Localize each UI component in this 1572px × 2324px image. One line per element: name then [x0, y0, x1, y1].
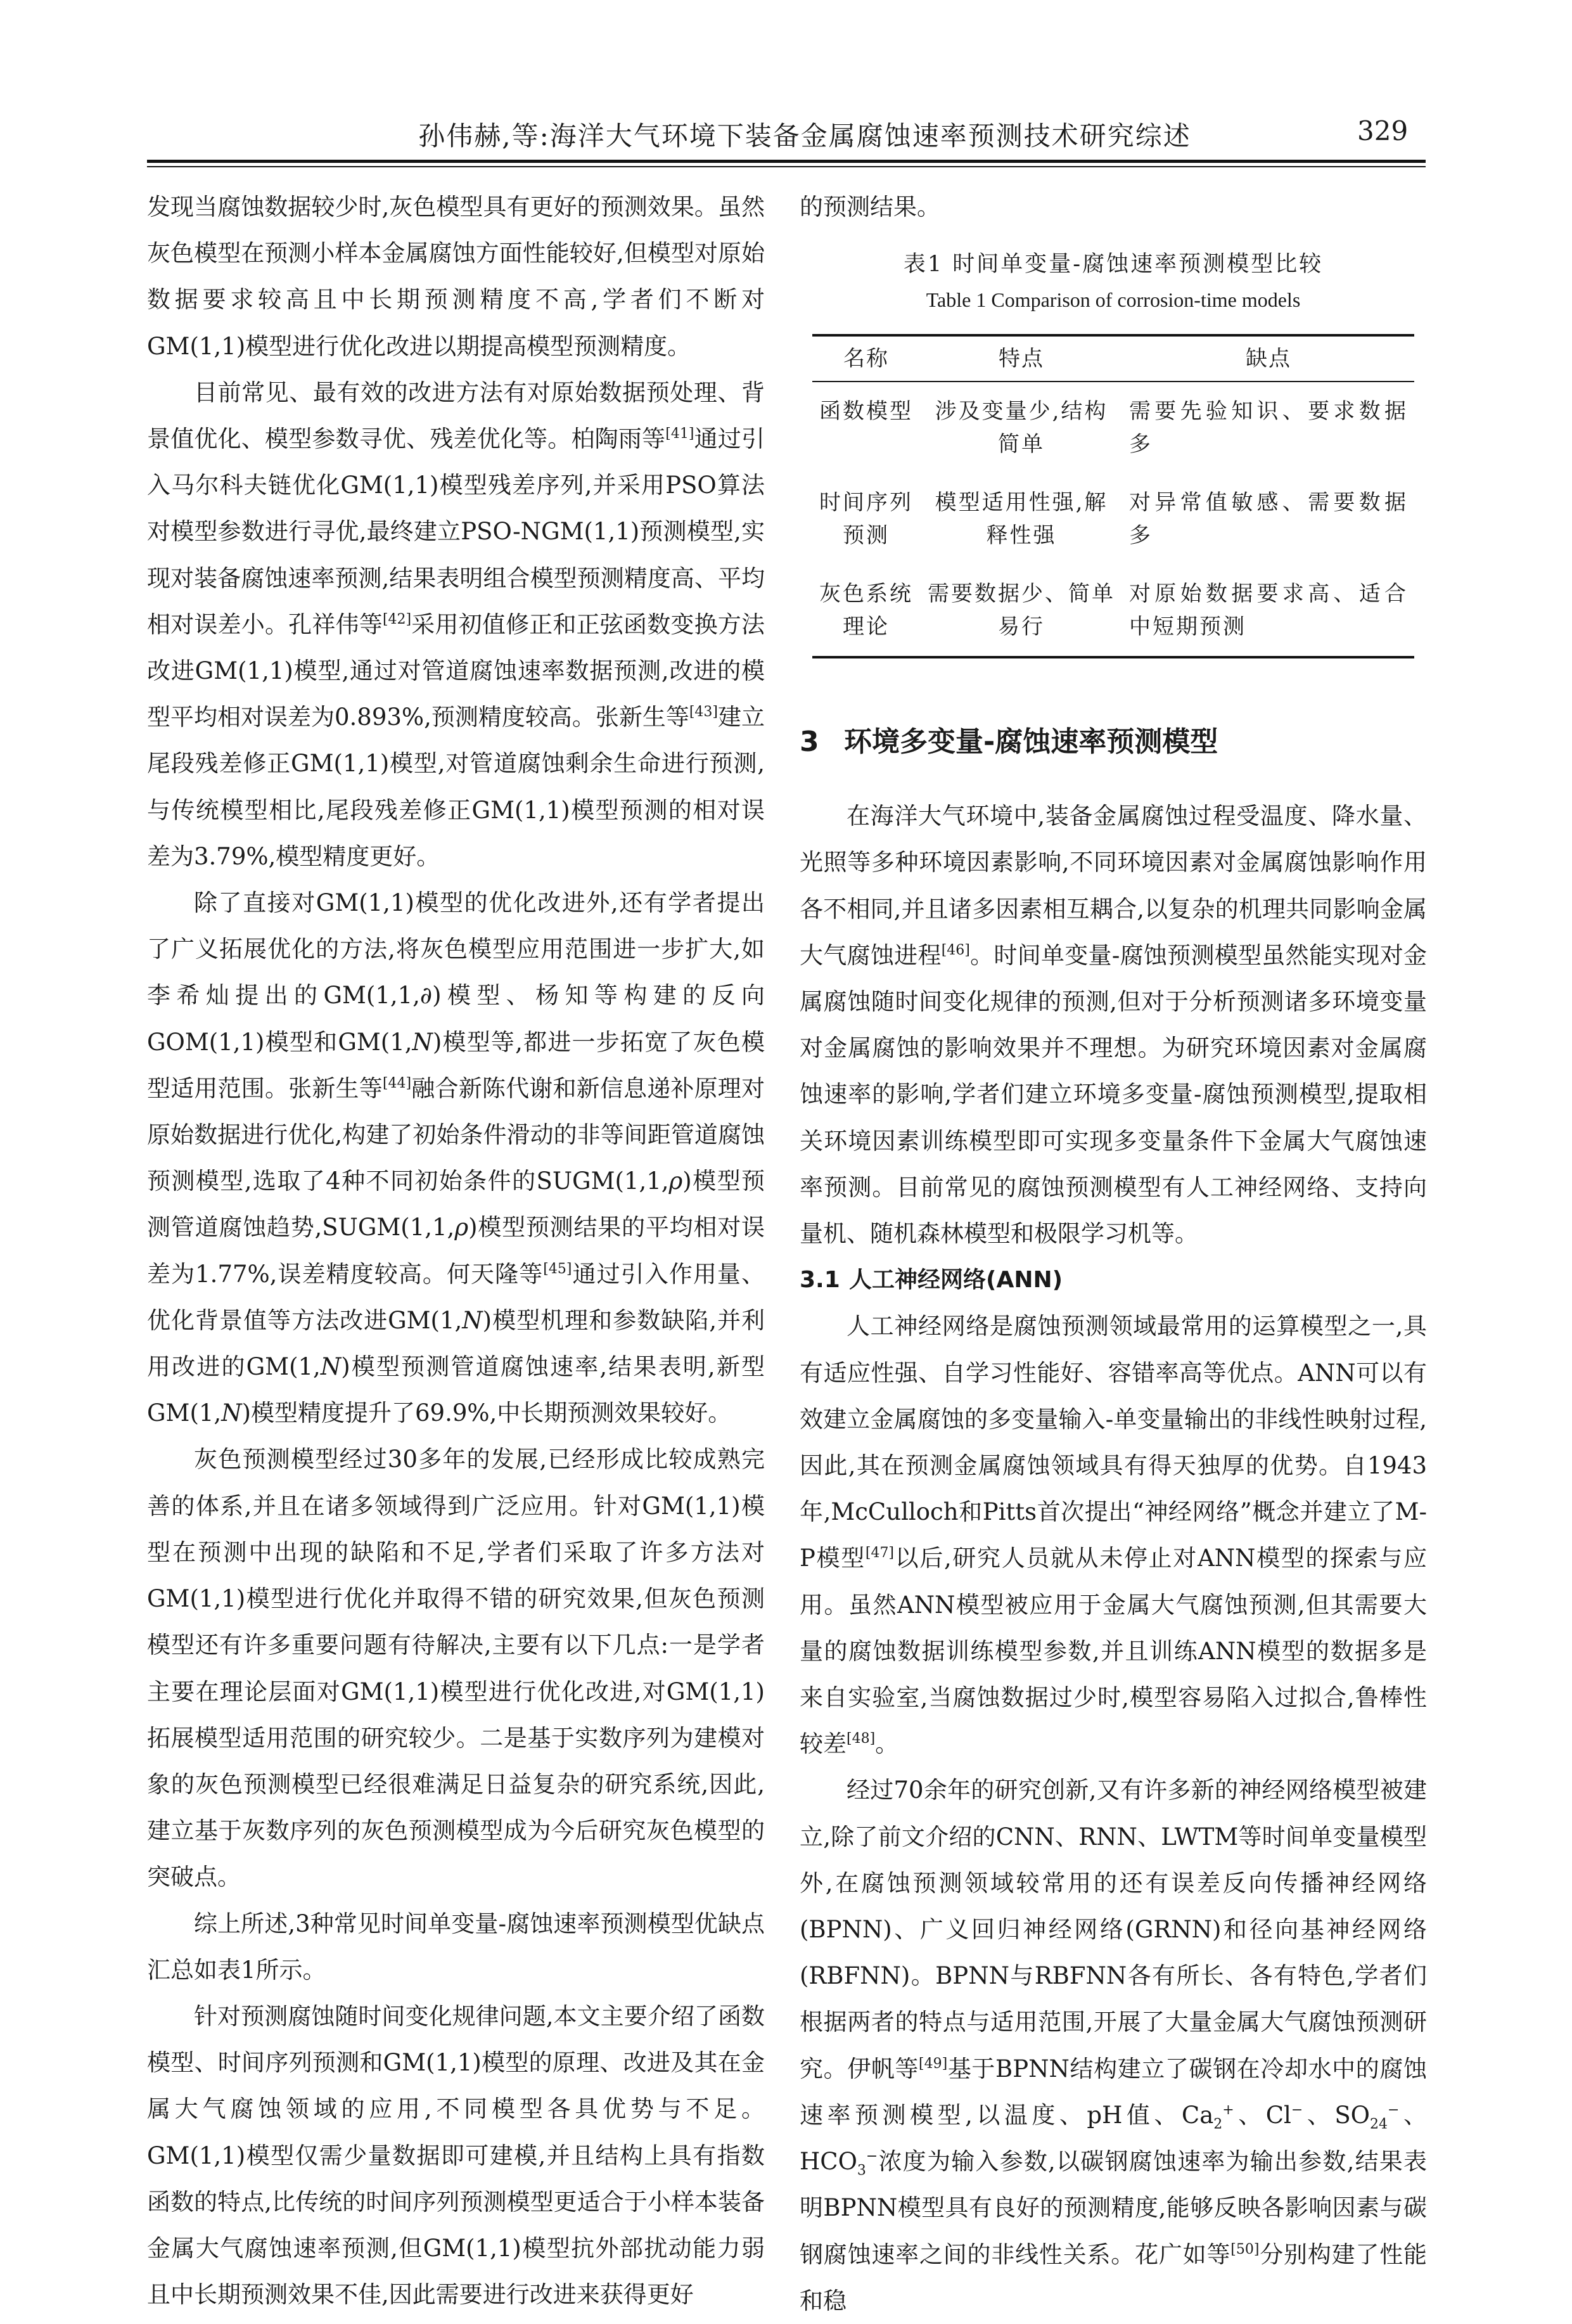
table-cell: 对原始数据要求高、适合中短期预测: [1123, 565, 1414, 657]
header-rule-thin: [147, 166, 1426, 167]
table-cell: 函数模型: [819, 399, 913, 425]
page-number: 329: [1357, 115, 1409, 146]
citation: [44]: [382, 1075, 412, 1091]
table-cell: 模型适用性强,解释性强: [935, 490, 1108, 549]
paragraph: 除了直接对GM(1,1)模型的优化改进外,还有学者提出了广义拓展优化的方法,将灰色模型应用范围进一步扩大,如李希灿提出的GM(1,1,∂)模型、杨知等构建的反向GOM(1,1)模型和GM(1,N)模型等,都进一步拓宽了灰色模型适用范围。张新生等[44]融合新陈代谢和新信息递补原理对原始数据进行优化,构建了初始条件滑动的非等间距管道腐蚀预测模型,选取了4种不同初始条件的SUGM(1,1,ρ)模型预测管道腐蚀趋势,SUGM(1,1,ρ)模型预测结果的平均相对误差为1.77%,误差精度较高。何天隆等[45]通过引入作用量、优化背景值等方法改进GM(1,N)模型机理和参数缺陷,并利用改进的GM(1,N)模型预测管道腐蚀速率,结果表明,新型GM(1,N)模型精度提升了69.9%,中长期预测效果较好。: [147, 889, 765, 1427]
comparison-table: [812, 334, 1414, 658]
paragraph: 综上所述,3种常见时间单变量-腐蚀速率预测模型优缺点汇总如表1所示。: [147, 1910, 765, 1984]
citation: [45]: [543, 1261, 572, 1277]
paragraph: 在海洋大气环境中,装备金属腐蚀过程受温度、降水量、光照等多种环境因素影响,不同环境因素对金属腐蚀影响作用各不相同,并且诸多因素相互耦合,以复杂的机理共同影响金属大气腐蚀进程[46]。时间单变量-腐蚀预测模型虽然能实现对金属腐蚀随时间变化规律的预测,但对于分析预测诸多环境变量对金属腐蚀的影响效果并不理想。为研究环境因素对金属腐蚀速率的影响,学者们建立环境多变量-腐蚀预测模型,提取相关环境因素训练模型即可实现多变量条件下金属大气腐蚀速率预测。目前常见的腐蚀预测模型有人工神经网络、支持向量机、随机森林模型和极限学习机等。: [800, 802, 1427, 1248]
paragraph: 经过70余年的研究创新,又有许多新的神经网络模型被建立,除了前文介绍的CNN、RNN、LWTM等时间单变量模型外,在腐蚀预测领域较常用的还有误差反向传播神经网络(BPNN)、广义回归神经网络(GRNN)和径向基神经网络(RBFNN)。BPNN与RBFNN各有所长、各有特色,学者们根据两者的特点与适用范围,开展了大量金属大气腐蚀预测研究。伊帆等[49]基于BPNN结构建立了碳钢在冷却水中的腐蚀速率预测模型,以温度、pH值、$Ca_2^+$、Cl−、$SO_{24}^-$、$HCO_3^-$浓度为输入参数,以碳钢腐蚀速率为输出参数,结果表明BPNN模型具有良好的预测精度,能够反映各影响因素与碳钢腐蚀速率之间的非线性关系。花广如等[50]分别构建了性能和稳: [800, 1776, 1428, 2314]
section-title: 环境多变量-腐蚀速率预测模型: [844, 726, 1218, 759]
paragraph: 发现当腐蚀数据较少时,灰色模型具有更好的预测效果。虽然灰色模型在预测小样本金属腐蚀方面性能较好,但模型对原始数据要求较高且中长期预测精度不高,学者们不断对GM(1,1)模型进行优化改进以期提高模型预测精度。: [147, 193, 765, 360]
citation: [48]: [847, 1731, 876, 1747]
section-heading: [800, 717, 1427, 767]
subsection-title: 人工神经网络(ANN): [849, 1267, 1063, 1294]
column-header: 名称: [812, 335, 920, 382]
citation: [49]: [919, 2055, 948, 2072]
citation: [42]: [382, 611, 412, 627]
column-header: 缺点: [1123, 335, 1414, 382]
header-rule: [147, 160, 1426, 163]
table-row: [812, 565, 1414, 657]
paragraph: 人工神经网络是腐蚀预测领域最常用的运算模型之一,具有适应性强、自学习性能好、容错率高等优点。ANN可以有效建立金属腐蚀的多变量输入-单变量输出的非线性映射过程,因此,其在预测金属腐蚀领域具有得天独厚的优势。自1943年,McCulloch和Pitts首次提出“神经网络”概念并建立了M-P模型[47]以后,研究人员就从未停止对ANN模型的探索与应用。虽然ANN模型被应用于金属大气腐蚀预测,但其需要大量的腐蚀数据训练模型参数,并且训练ANN模型的数据多是来自实验室,当腐蚀数据过少时,模型容易陷入过拟合,鲁棒性较差[48]。: [800, 1313, 1427, 1758]
column-header: 特点: [920, 335, 1123, 382]
paragraph: 的预测结果。: [800, 193, 940, 221]
running-header-title: 孙伟赫,等:海洋大气环境下装备金属腐蚀速率预测技术研究综述: [418, 120, 1191, 151]
subsection-heading: [800, 1257, 1427, 1303]
table-caption: 表1 时间单变量-腐蚀速率预测模型比较: [903, 252, 1324, 278]
paragraph: 灰色预测模型经过30多年的发展,已经形成比较成熟完善的体系,并且在诸多领域得到广泛应用。针对GM(1,1)模型在预测中出现的缺陷和不足,学者们采取了许多方法对GM(1,1)模型进行优化并取得不错的研究效果,但灰色预测模型还有许多重要问题有待解决,主要有以下几点:一是学者主要在理论层面对GM(1,1)模型进行优化改进,对GM(1,1)拓展模型适用范围的研究较少。二是基于实数序列为建模对象的灰色预测模型已经很难满足日益复杂的研究系统,因此,建立基于灰数序列的灰色预测模型成为今后研究灰色模型的突破点。: [147, 1446, 765, 1891]
table-cell: 灰色系统理论: [812, 565, 920, 657]
subsection-number: 3.1: [800, 1267, 840, 1294]
citation: [41]: [665, 426, 694, 442]
citation: [47]: [865, 1545, 895, 1562]
table-cell: 涉及变量少,结构简单: [935, 399, 1108, 458]
citation: [43]: [689, 704, 719, 721]
table-row: [812, 382, 1414, 473]
left-column: [147, 184, 765, 2318]
table-caption-english: Table 1 Comparison of corrosion-time models: [926, 288, 1301, 312]
citation: [50]: [1230, 2241, 1260, 2257]
table-cell: 对异常值敏感、需要数据多: [1129, 490, 1408, 549]
citation: [46]: [941, 942, 970, 958]
table-row: [812, 473, 1414, 565]
table-cell: 时间序列预测: [819, 490, 913, 549]
section-number: 3: [800, 726, 819, 759]
right-column: [800, 184, 1427, 2324]
table-cell: 需要数据少、简单易行: [920, 565, 1123, 657]
paragraph: 针对预测腐蚀随时间变化规律问题,本文主要介绍了函数模型、时间序列预测和GM(1,1)模型的原理、改进及其在金属大气腐蚀领域的应用,不同模型各具优势与不足。GM(1,1)模型仅需少量数据即可建模,并且结构上具有指数函数的特点,比传统的时间序列预测模型更适合于小样本装备金属大气腐蚀速率预测,但GM(1,1)模型抗外部扰动能力弱且中长期预测效果不佳,因此需要进行改进来获得更好: [147, 2002, 765, 2309]
table-header-row: [812, 335, 1414, 382]
paragraph: 目前常见、最有效的改进方法有对原始数据预处理、背景值优化、模型参数寻优、残差优化等。柏陶雨等[41]通过引入马尔科夫链优化GM(1,1)模型残差序列,并采用PSO算法对模型参数进行寻优,最终建立PSO-NGM(1,1)预测模型,实现对装备腐蚀速率预测,结果表明组合模型预测精度高、平均相对误差小。孔祥伟等[42]采用初值修正和正弦函数变换方法改进GM(1,1)模型,通过对管道腐蚀速率数据预测,改进的模型平均相对误差为0.893%,预测精度较高。张新生等[43]建立尾段残差修正GM(1,1)模型,对管道腐蚀剩余生命进行预测,与传统模型相比,尾段残差修正GM(1,1)模型预测的相对误差为3.79%,模型精度更好。: [147, 378, 765, 870]
table-cell: 需要先验知识、要求数据多: [1129, 399, 1408, 458]
